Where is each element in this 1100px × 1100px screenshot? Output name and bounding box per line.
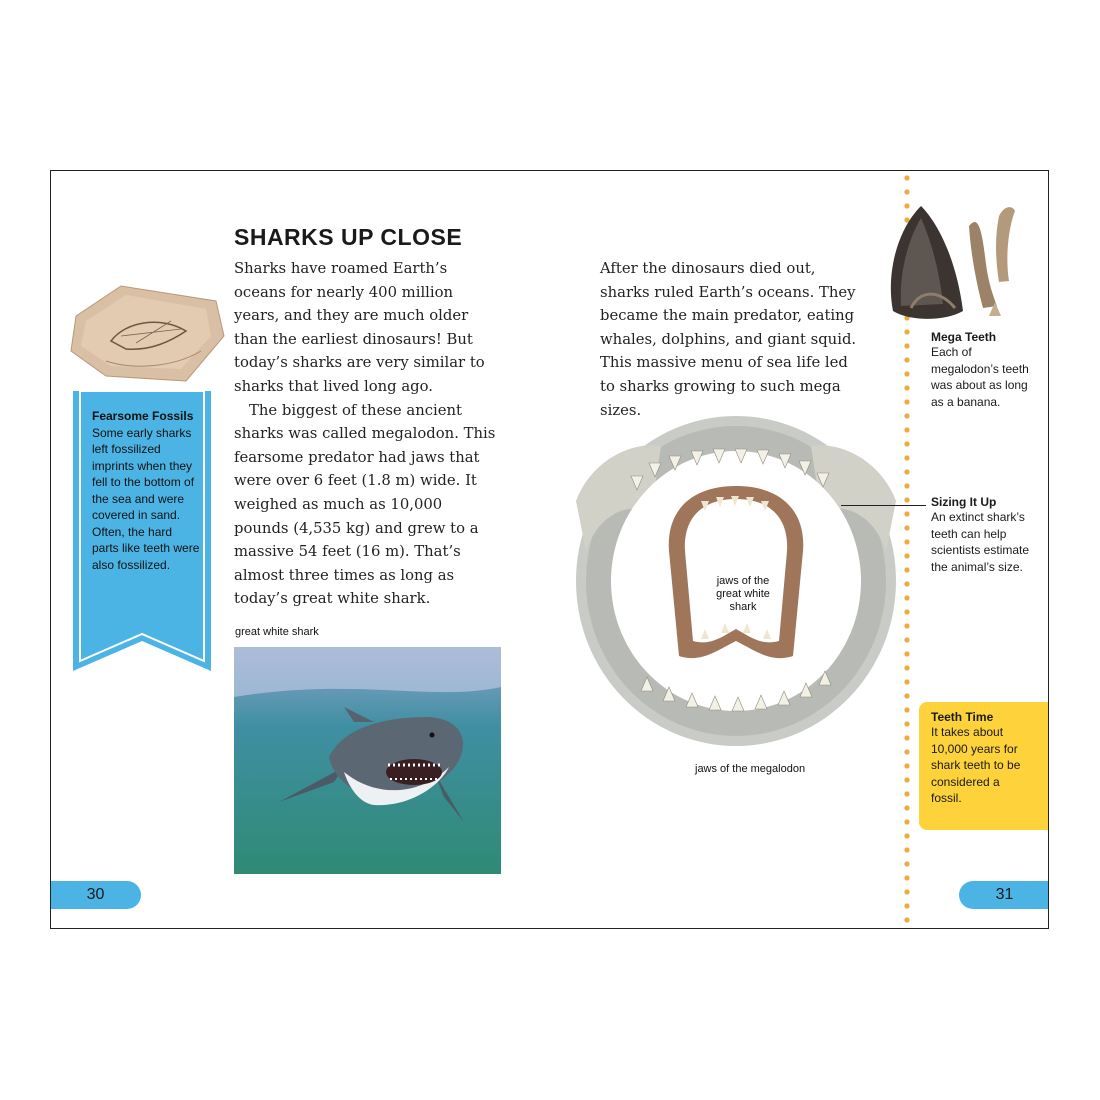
left-paragraph-1: Sharks have roamed Earth’s oceans for nearly 400 million years, and they are much older than the earliest dinosaurs! But today’s sharks are very similar to sharks that lived long ago. — [234, 260, 485, 395]
photo-caption: great white shark — [235, 626, 319, 638]
sizing-sidebar — [931, 495, 1031, 575]
teeth-time-text: It takes about 10,000 years for shark teeth to be considered a fossil. — [931, 725, 1021, 805]
mega-teeth-text: Each of megalodon’s teeth was about as long as a banana. — [931, 345, 1029, 409]
mega-teeth-sidebar — [931, 330, 1041, 410]
pointer-line — [841, 505, 926, 506]
fossil-image — [66, 281, 226, 391]
fossils-sidebar — [92, 408, 200, 573]
page-number-right: 31 — [959, 881, 1049, 909]
fossils-text: Some early sharks left fossilized imprints when they fell to the bottom of the sea and were covered in sand. Often, the hard parts like teeth were also fossilized. — [92, 425, 200, 572]
right-paragraph: After the dinosaurs died out, sharks ruled Earth’s oceans. They became the main predator, eating whales, dolphins, and giant squid. This massive menu of sea life led to sharks growing to such mega sizes. — [600, 260, 857, 419]
page-number-left: 30 — [50, 881, 141, 909]
great-white-shark-photo — [234, 647, 501, 874]
page-title: SHARKS UP CLOSE — [234, 224, 463, 250]
mega-teeth-title: Mega Teeth — [931, 330, 997, 344]
sizing-text: An extinct shark’s teeth can help scientists estimate the animal’s size. — [931, 510, 1030, 574]
inner-jaw-caption: jaws of the great white shark — [716, 575, 770, 613]
right-body-text — [600, 257, 862, 422]
teeth-time-title: Teeth Time — [931, 710, 994, 724]
megalodon-teeth-image — [881, 196, 1031, 326]
left-body-text — [234, 257, 496, 611]
teeth-time-sidebar — [931, 710, 1031, 807]
fossils-title: Fearsome Fossils — [92, 409, 194, 423]
book-spread — [50, 170, 1049, 929]
jaws-caption: jaws of the megalodon — [695, 763, 806, 775]
sizing-title: Sizing It Up — [931, 495, 997, 509]
left-paragraph-2: The biggest of these ancient sharks was called megalodon. This fearsome predator had jaws that were over 6 feet (1.8 m) wide. It weighed as much as 10,000 pounds (4,535 kg) and grew to a massive 54 feet (16 m). That’s almost three times as long as today’s great white shark. — [234, 401, 496, 608]
